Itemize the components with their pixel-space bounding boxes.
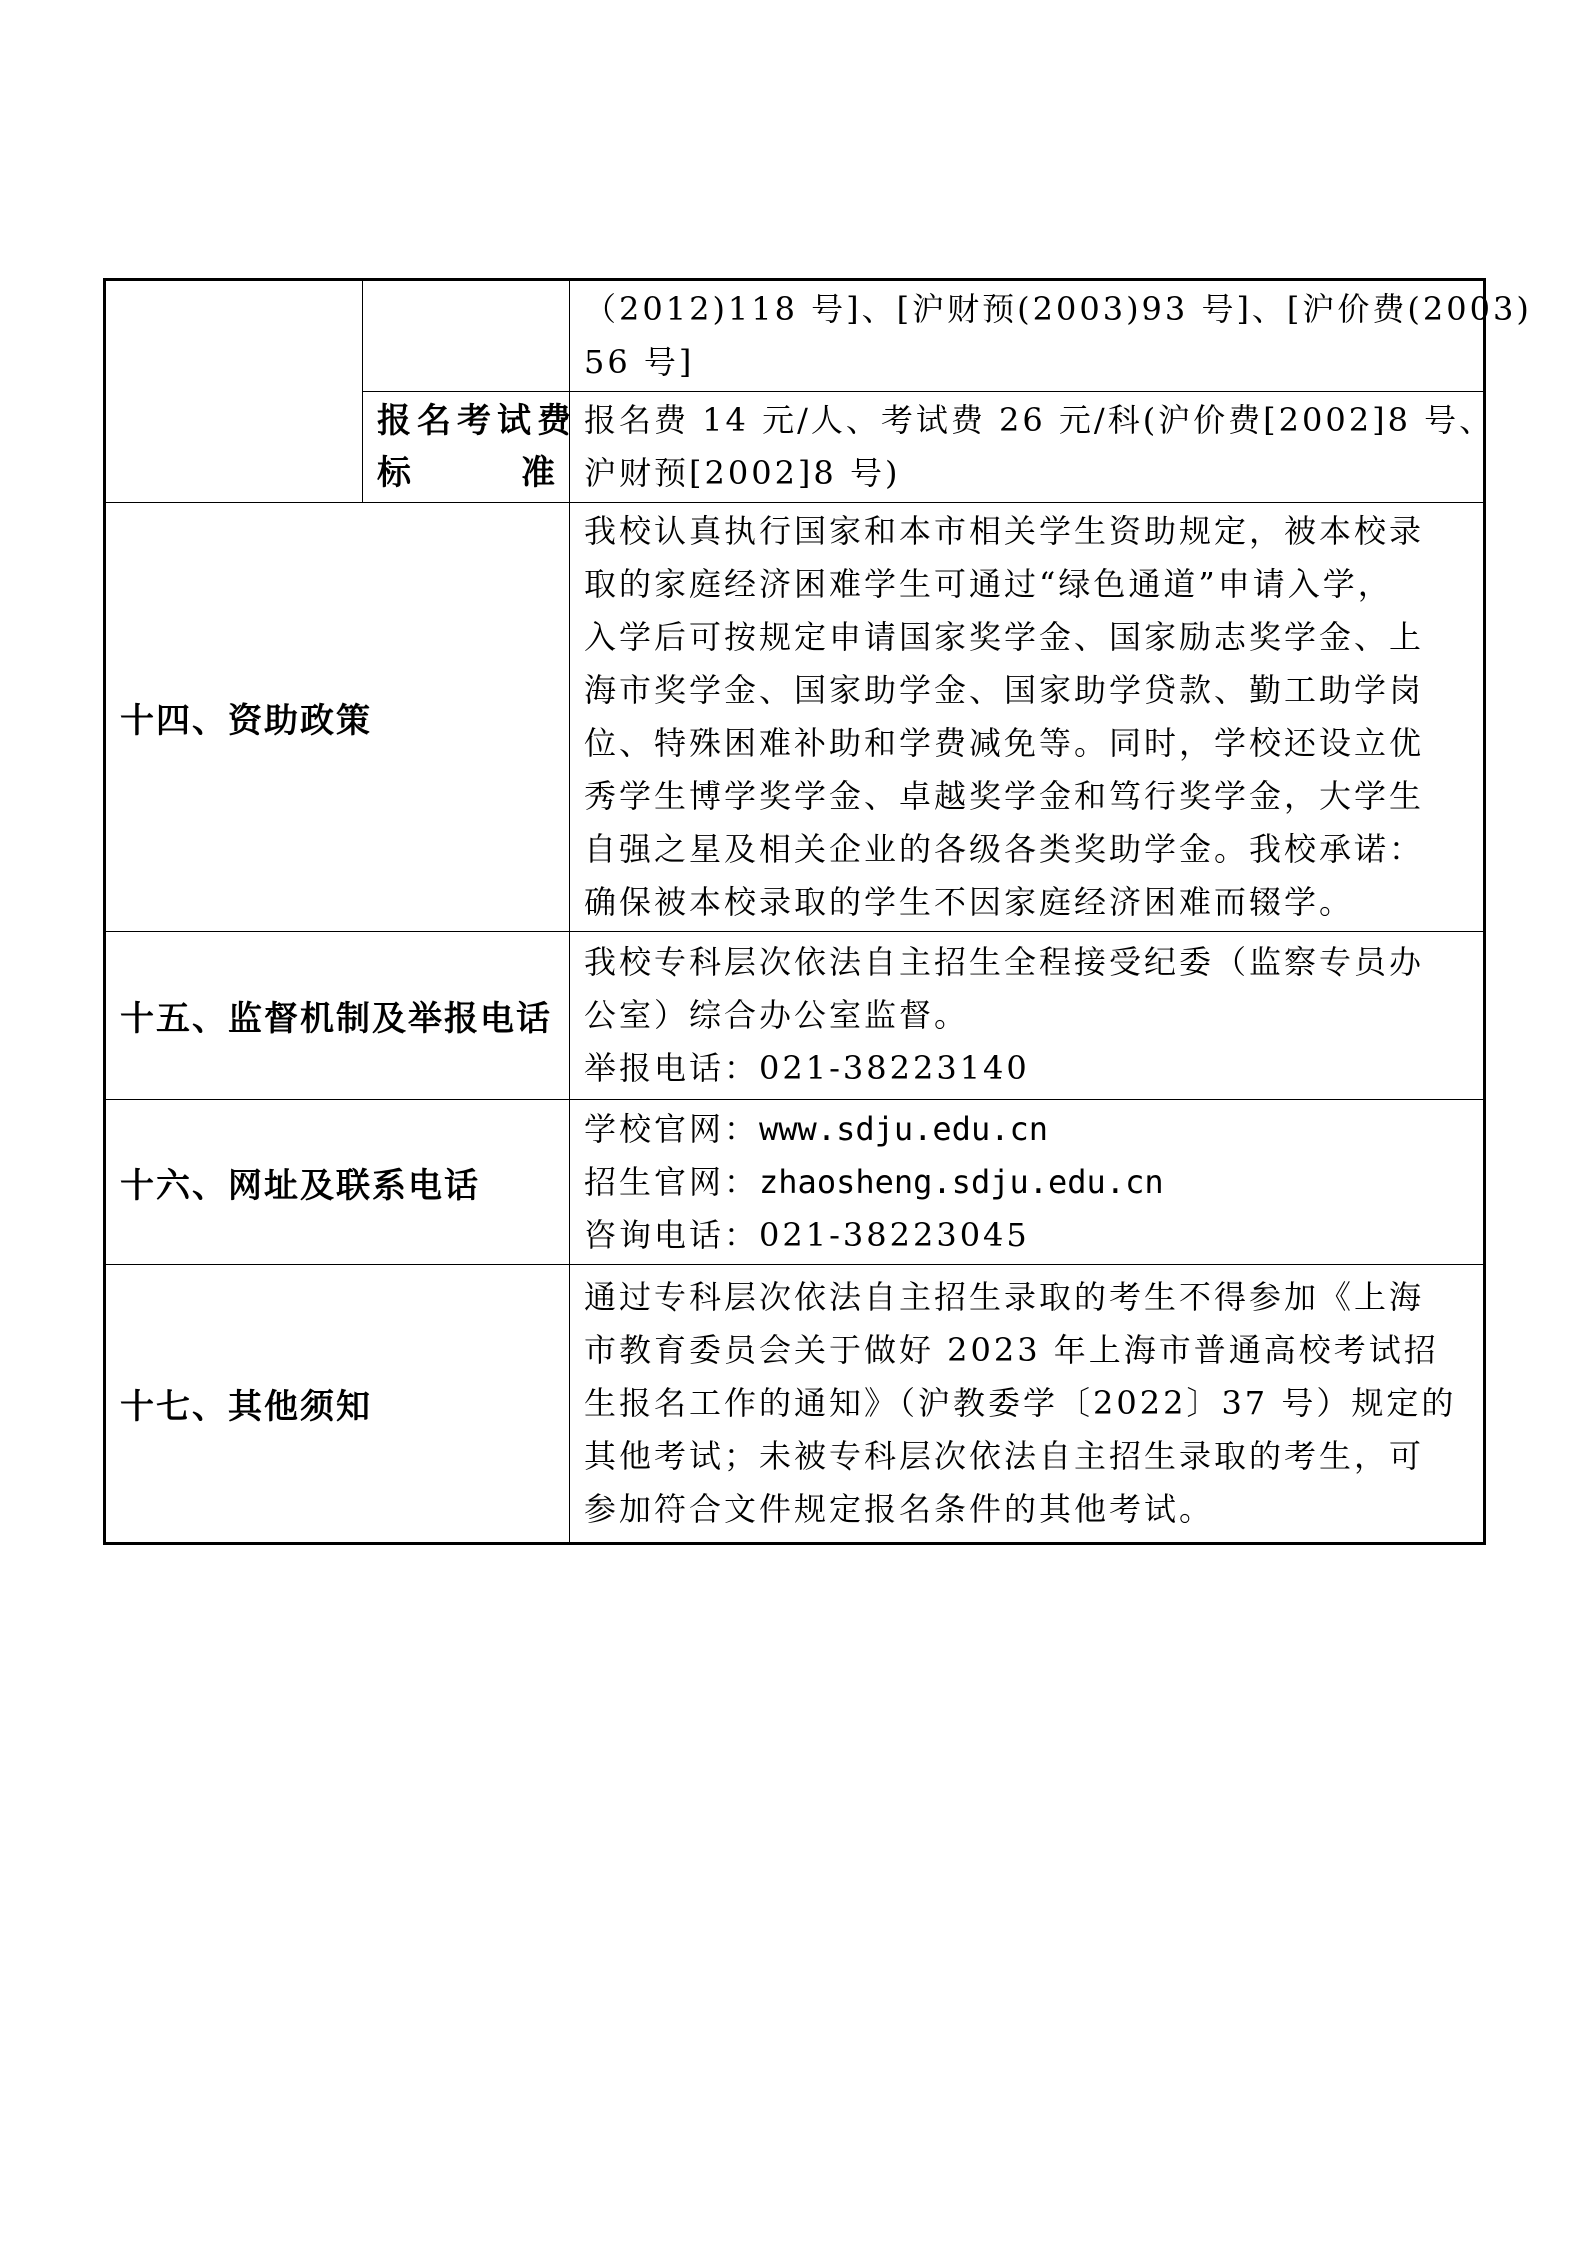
empty-subcategory-cell — [363, 280, 570, 392]
other-notes-line: 生报名工作的通知》（沪教委学〔2022〕37 号）规定的 — [584, 1384, 1457, 1422]
admissions-website-line — [584, 1156, 1471, 1209]
exam-fee-label-line2 — [377, 447, 561, 499]
section-label-other-notes: 十七、其他须知 — [105, 1265, 570, 1544]
other-notes-content-cell — [570, 1265, 1485, 1544]
supervision-content-cell — [570, 932, 1485, 1100]
school-website-line — [584, 1103, 1471, 1156]
financial-aid-content-cell — [570, 503, 1485, 932]
supervision-line: 我校专科层次依法自主招生全程接受纪委（监察专员办 — [584, 943, 1425, 981]
exam-fee-label-line1: 报名考试费 — [377, 401, 577, 441]
school-website-label: 学校官网： — [584, 1109, 760, 1148]
table-row — [105, 503, 1485, 932]
fee-policy-line: 56 号] — [584, 343, 695, 381]
empty-category-cell — [105, 280, 363, 503]
other-notes-line: 通过专科层次依法自主招生录取的考生不得参加《上海 — [584, 1278, 1425, 1316]
exam-fee-line: 报名费 14 元/人、考试费 26 元/科(沪价费[2002]8 号、 — [584, 401, 1495, 439]
financial-aid-line: 我校认真执行国家和本市相关学生资助规定，被本校录 — [584, 512, 1425, 550]
consult-phone-line: 咨询电话：021-38223045 — [584, 1215, 1030, 1254]
exam-fee-line: 沪财预[2002]8 号) — [584, 454, 901, 492]
other-notes-line: 参加符合文件规定报名条件的其他考试。 — [584, 1490, 1215, 1528]
admissions-website-link[interactable]: zhaosheng.sdju.edu.cn — [759, 1162, 1164, 1201]
financial-aid-line: 取的家庭经济困难学生可通过“绿色通道”申请入学， — [584, 565, 1393, 603]
table-row — [105, 1100, 1485, 1265]
section-label-financial-aid: 十四、资助政策 — [105, 503, 570, 932]
financial-aid-line: 自强之星及相关企业的各级各类奖助学金。我校承诺： — [584, 830, 1425, 868]
other-notes-line: 其他考试；未被专科层次依法自主招生录取的考生，可 — [584, 1437, 1425, 1475]
section-label-supervision: 十五、监督机制及举报电话 — [105, 932, 570, 1100]
table-row — [105, 280, 1485, 392]
exam-fee-label-cell — [363, 392, 577, 503]
table-row — [105, 1265, 1485, 1544]
contact-content-cell — [570, 1100, 1485, 1265]
financial-aid-line: 入学后可按规定申请国家奖学金、国家励志奖学金、上 — [584, 618, 1425, 656]
section-label-contact: 十六、网址及联系电话 — [105, 1100, 570, 1265]
school-website-link[interactable]: www.sdju.edu.cn — [759, 1109, 1048, 1148]
financial-aid-line: 确保被本校录取的学生不因家庭经济困难而辍学。 — [584, 883, 1355, 921]
financial-aid-line: 位、特殊困难补助和学费减免等。同时，学校还设立优 — [584, 724, 1425, 762]
table-row — [105, 932, 1485, 1100]
other-notes-line: 市教育委员会关于做好 2023 年上海市普通高校考试招 — [584, 1331, 1439, 1369]
report-phone-line: 举报电话：021-38223140 — [584, 1049, 1030, 1087]
fee-policy-line: （2012)118 号]、[沪财预(2003)93 号]、[沪价费(2003) — [584, 290, 1532, 328]
exam-fee-label-left: 标 — [377, 453, 411, 493]
fee-policy-cell — [570, 280, 1532, 392]
supervision-line: 公室）综合办公室监督。 — [584, 996, 970, 1034]
financial-aid-line: 秀学生博学奖学金、卓越奖学金和笃行奖学金，大学生 — [584, 777, 1425, 815]
financial-aid-line: 海市奖学金、国家助学金、国家助学贷款、勤工助学岗 — [584, 671, 1425, 709]
exam-fee-content-cell — [570, 392, 1495, 503]
exam-fee-label-right: 准 — [521, 453, 555, 493]
admissions-info-table — [103, 278, 1532, 1545]
admissions-website-label: 招生官网： — [584, 1162, 760, 1201]
